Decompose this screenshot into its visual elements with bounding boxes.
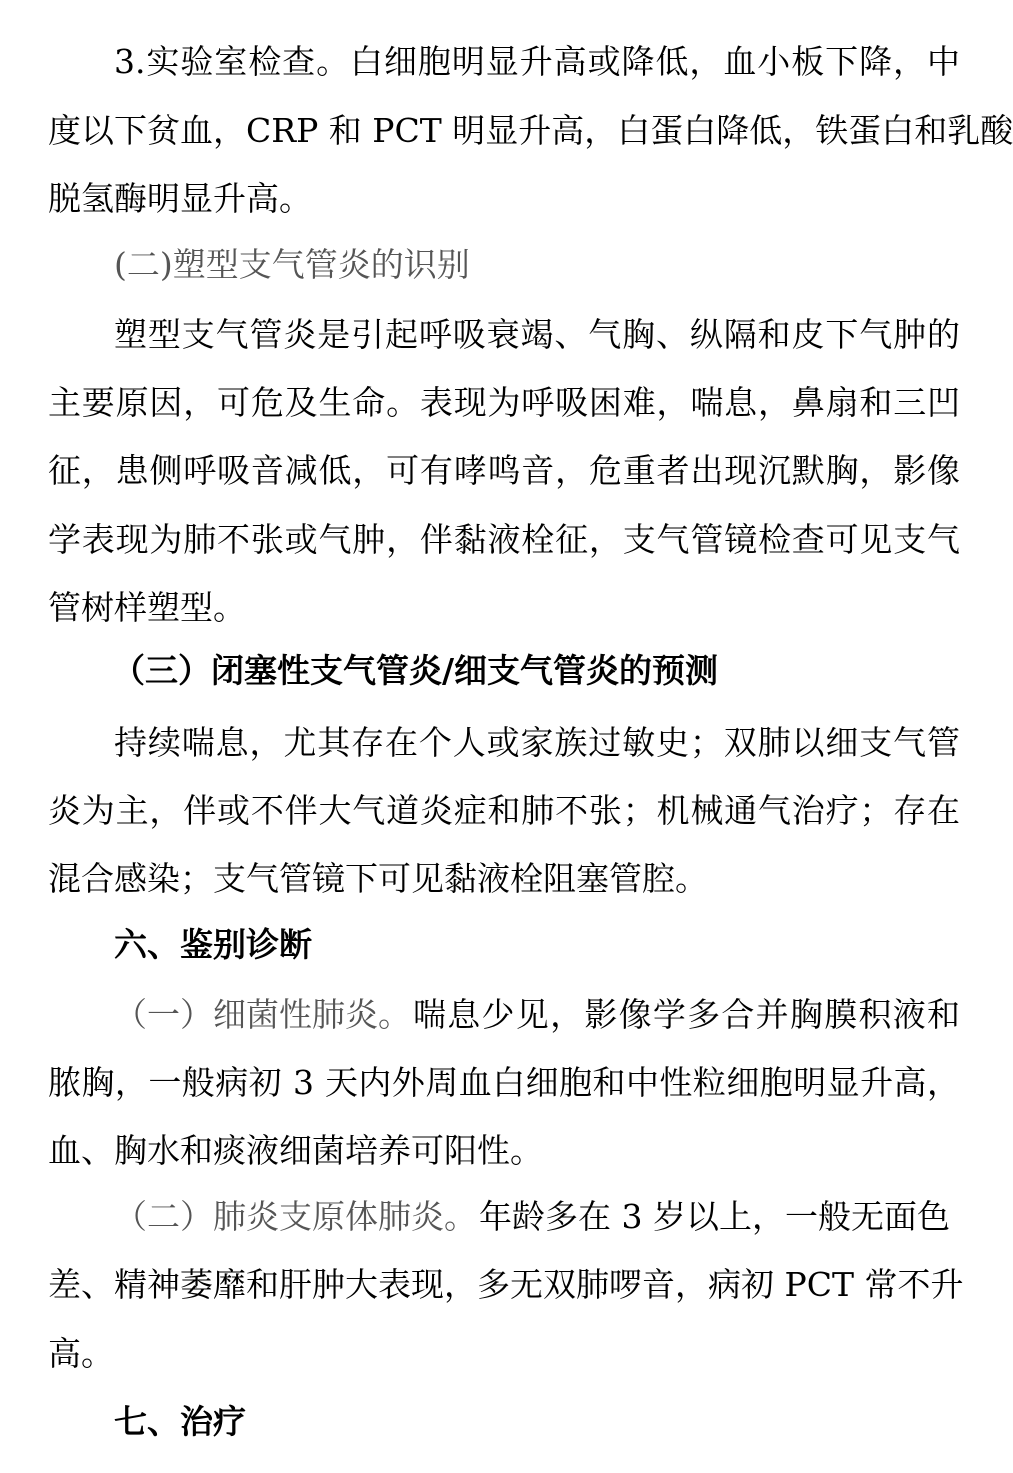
chlamydia-body-1: 年龄多在 3 岁以上，一般无面色 [479, 1197, 950, 1236]
lab-line-2: 度以下贫血，CRP 和 PCT 明显升高，白蛋白降低，铁蛋白和乳酸 [48, 111, 1013, 150]
plastic-heading: (二)塑型支气管炎的识别 [114, 245, 470, 284]
bacterial-line-3: 血、胸水和痰液细菌培养可阳性。 [48, 1131, 543, 1170]
bacterial-line-2: 脓胸，一般病初 3 天内外周血白细胞和中性粒细胞明显升高， [48, 1063, 960, 1102]
chlamydia-label: （二）肺炎支原体肺炎。 [114, 1197, 477, 1236]
chlamydia-line-2: 差、精神萎靡和肝肿大表现，多无双肺啰音，病初 PCT 常不升 [48, 1265, 964, 1304]
plastic-line-3: 征，患侧呼吸音减低，可有哮鸣音，危重者出现沉默胸，影像 [48, 451, 960, 490]
obliterans-line-1: 持续喘息，尤其存在个人或家族过敏史；双肺以细支气管 [114, 723, 960, 762]
plastic-line-2: 主要原因，可危及生命。表现为呼吸困难，喘息，鼻扇和三凹 [48, 383, 960, 422]
obliterans-heading: （三）闭塞性支气管炎/细支气管炎的预测 [112, 651, 719, 690]
bacterial-body-1: 喘息少见，影像学多合并胸膜积液和 [413, 995, 960, 1034]
plastic-line-1: 塑型支气管炎是引起呼吸衰竭、气胸、纵隔和皮下气肿的 [114, 315, 960, 354]
bacterial-line-1 [114, 995, 960, 1035]
section7-heading: 七、治疗 [114, 1402, 246, 1441]
bacterial-label: （一）细菌性肺炎。 [114, 995, 411, 1034]
lab-line-3: 脱氢酶明显升高。 [48, 179, 312, 218]
obliterans-line-3: 混合感染；支气管镜下可见黏液栓阻塞管腔。 [48, 859, 708, 898]
lab-line-1: 3.实验室检查。白细胞明显升高或降低，血小板下降，中 [114, 42, 960, 81]
plastic-line-4: 学表现为肺不张或气肿，伴黏液栓征，支气管镜检查可见支气 [48, 520, 960, 559]
chlamydia-line-3: 高。 [48, 1334, 114, 1373]
plastic-line-5: 管树样塑型。 [48, 588, 246, 627]
chlamydia-line-1 [114, 1197, 950, 1237]
obliterans-line-2: 炎为主，伴或不伴大气道炎症和肺不张；机械通气治疗；存在 [48, 791, 960, 830]
section6-heading: 六、鉴别诊断 [114, 925, 312, 964]
